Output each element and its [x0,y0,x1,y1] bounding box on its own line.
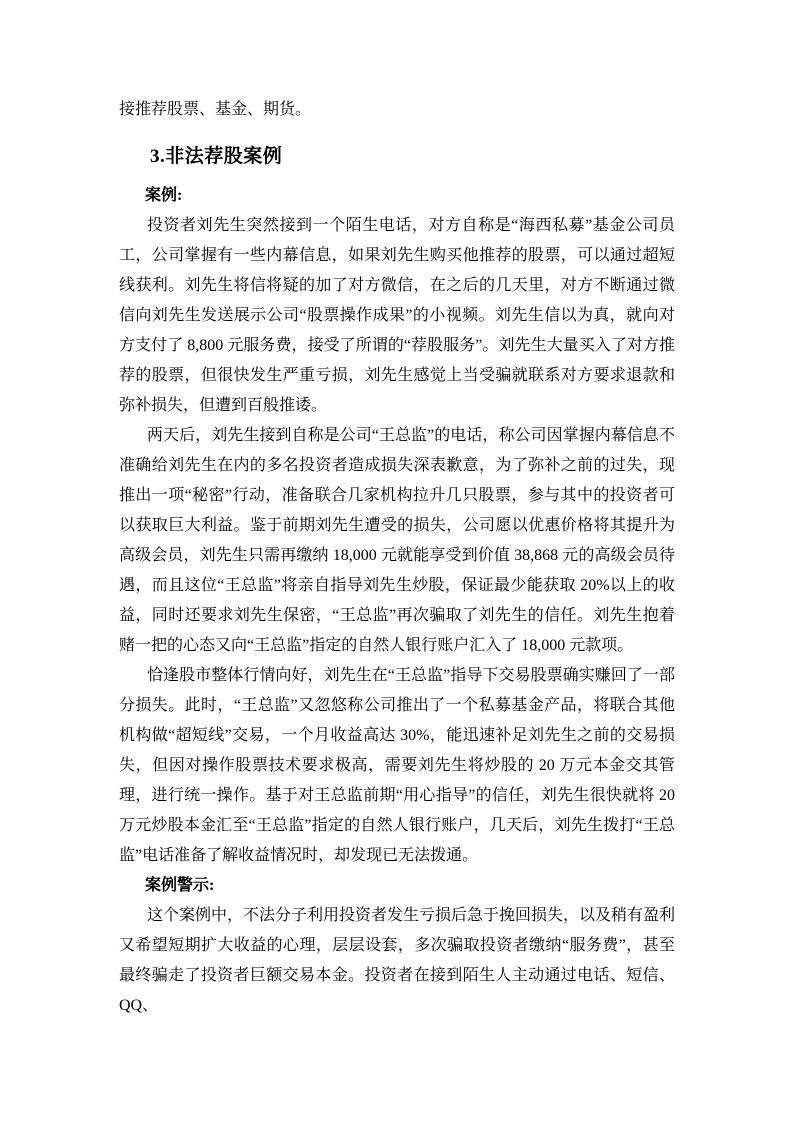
case-paragraph-1: 投资者刘先生突然接到一个陌生电话，对方自称是“海西私募”基金公司员工，公司掌握有一些内幕信息，如果刘先生购买他推荐的股票，可以通过超短线获利。刘先生将信将疑的加了对方微信，在之后的几天里，对方不断通过微信向刘先生发送展示公司“股票操作成果”的小视频。刘先生信以为真，就向对方支付了 8,800 元服务费，接受了所谓的“荐股服务”。刘先生大量买入了对方推荐的股票，但很快发生严重亏损，刘先生感觉上当受骗就联系对方要求退款和弥补损失，但遭到百般推诿。 [119,217,675,414]
case-paragraph-3: 恰逢股市整体行情向好，刘先生在“王总监”指导下交易股票确实赚回了一部分损失。此时，“王总监”又忽悠称公司推出了一个私募基金产品，将联合其他机构做“超短线”交易，一个月收益高达 30%，能迅速补足刘先生之前的交易损失，但因对操作股票技术要求极高，需要刘先生将炒股的 20 万元本金交其管理，进行统一操作。基于对王总监前期“用心指导”的信任，刘先生很快就将 20 万元炒股本金汇至“王总监”指定的自然人银行账户，几天后，刘先生拨打“王总监”电话准备了解收益情况时，却发现已无法拨通。 [119,667,675,864]
section-heading: 3.非法荐股案例 [150,146,283,167]
warning-label: 案例警示: [145,877,215,894]
continuation-paragraph: 接推荐股票、基金、期货。 [119,101,312,118]
warning-paragraph: 这个案例中，不法分子利用投资者发生亏损后急于挽回损失，以及稍有盈利又希望短期扩大收益的心理，层层设套，多次骗取投资者缴纳“服务费”，甚至最终骗走了投资者巨额交易本金。投资者在接到陌生人主动通过电话、短信、QQ、 [119,907,676,1014]
case-paragraph-2: 两天后，刘先生接到自称是公司“王总监”的电话，称公司因掌握内幕信息不准确给刘先生在内的多名投资者造成损失深表歉意，为了弥补之前的过失，现推出一项“秘密”行动，准备联合几家机构拉升几只股票，参与其中的投资者可以获取巨大利益。鉴于前期刘先生遭受的损失，公司愿以优惠价格将其提升为高级会员，刘先生只需再缴纳 18,000 元就能享受到价值 38,868 元的高级会员待遇，而且这位“王总监”将亲自指导刘先生炒股，保证最少能获取 20%以上的收益，同时还要求刘先生保密，“王总监”再次骗取了刘先生的信任。刘先生抱着赌一把的心态又向“王总监”指定的自然人银行账户汇入了 18,000 元款项。 [119,427,675,654]
case-label: 案例: [145,187,183,204]
